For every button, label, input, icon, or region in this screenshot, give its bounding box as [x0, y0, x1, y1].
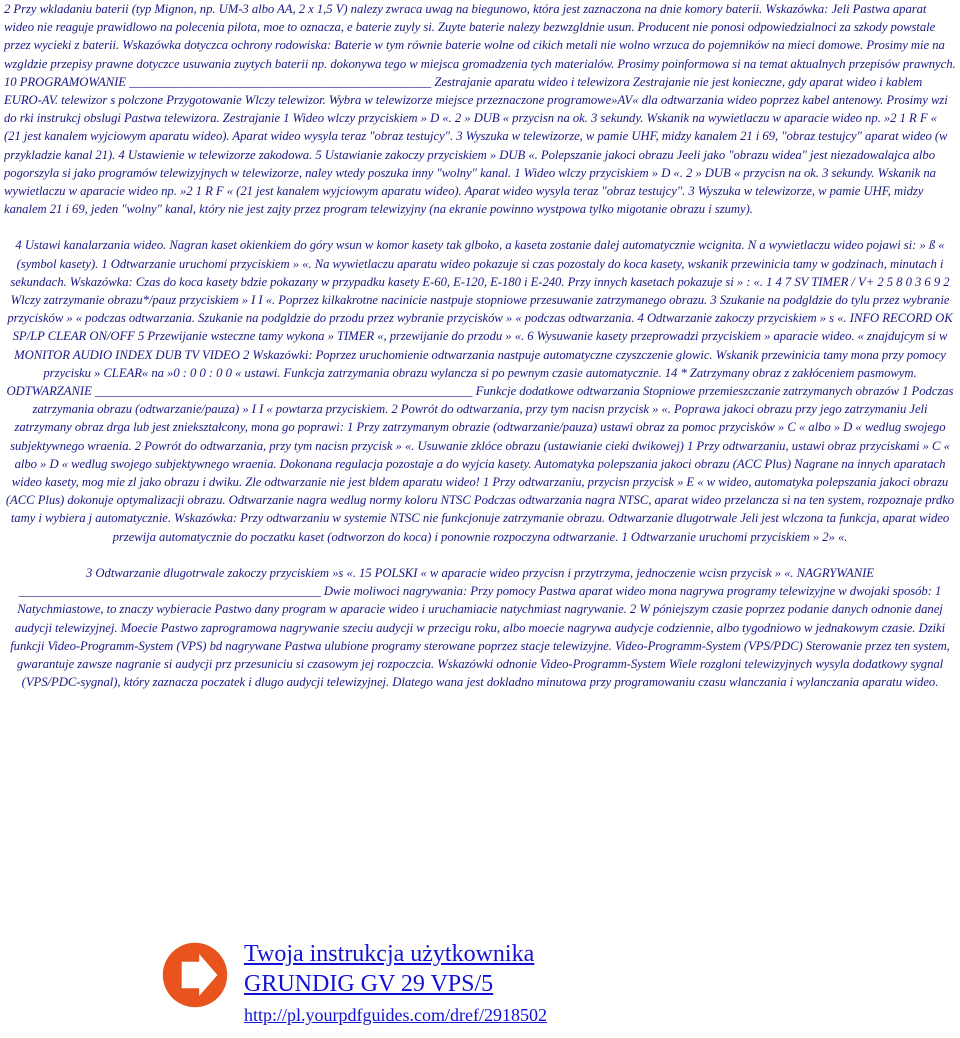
document-paragraph-3: 3 Odtwarzanie dlugotrwale zakoczy przyciskiem »s «. 15 POLSKI « w aparacie wideo przycisn i przytrzyma, jednoczenie wcisn przycisk » «. NAGRYWANIE ________________________________________________ Dwie moliwoci nagrywania: Przy pomocy Pastwa aparat wideo mona nagrywa programy telewizyjne w dwojaki sposób: 1 Natychmiastowe, to znaczy wybieracie Pastwo dany program w aparacie wideo i uruchamiacie natychmiast nagrywanie. 2 W póniejszym czasie poprzez podanie danych odnonie danej audycji telewizyjnej. Moecie Pastwo zaprogramowa nagrywanie szeciu audycji w przecigu roku, albo moecie nagrywa audycje codziennie, albo tygodniowo w jednakowym czasie. Dziki funkcji Video-Programm-System (VPS) bd nagrywane Pastwa ulubione programy sterowane poprzez stacje telewizyjne. Video-Programm-System (VPS/PDC) Sterowanie przez ten system, gwarantuje zawsze nagranie si audycji prz przesuniciu si czasowym jej rozpoczcia. Wskazówki odnonie Video-Programm-System Wiele rozgloni telewizyjnych wysyla dodatkowy sygnal (VPS/PDC-sygnal), który zaznacza poczatek i dlugo audycji telewizyjnej. Dlatego wana jest dokladno minutowa przy programowaniu czasu wlanczania i wylanczania aparatu wideo.: [10, 565, 950, 690]
paragraph-gap: [4, 218, 956, 236]
document-body: [4, 0, 956, 691]
manual-link-url[interactable]: http://pl.yourpdfguides.com/dref/2918502: [244, 1005, 547, 1025]
manual-link-model[interactable]: GRUNDIG GV 29 VPS/5: [244, 971, 494, 997]
document-paragraph-2: 4 Ustawi kanalarzania wideo. Nagran kaset okienkiem do góry wsun w komor kasety tak glboko, a kaseta zostanie dalej automatycznie wcignita. N a wywietlaczu wideo pojawi si: » ß « (symbol kasety). 1 Odtwarzanie uruchomi przyciskiem » «. Na wywietlaczu aparatu wideo pokazuje si czas pozostaly do koca kasety, wskanik przewinicia tamy w godzinach, minutach i sekundach. Wskazówka: Czas do koca kasety bdzie pokazany w przypadku kasety E-60, E-120, E-180 i E-240. Przy innych kasetach pokazuje si » : «. 1 4 7 SV TIMER / V+ 2 5 8 0 3 6 9 2 Wlczy zatrzymanie obrazu*/pauz przyciskiem » I I «. Poprzez kilkakrotne nacinicie nastpuje stopniowe przesuwanie zatrzymanego obrazu. 3 Szukanie na podgldzie do tylu przez wybranie przycisków » « podczas odtwarzania. Szukanie na podgldzie do przodu przez wybranie przycisków » « podczas odtwarzania. 4 Odtwarzanie zakoczy przyciskiem » s «. INFO RECORD OK SP/LP CLEAR ON/OFF 5 Przewijanie wsteczne tamy wykona » TIMER «, przewijanie do przodu » «. 6 Wysuwanie kasety przeprowadzi przyciskiem » aparacie wideo. « znajdujcym si w MONITOR AUDIO INDEX DUB TV VIDEO 2 Wskazówki: Poprzez uruchomienie odtwarzania nastpuje automatyczne czyszczenie glowic. Wskanik przewinicia tamy mona przy pomocy przycisku » CLEAR« na »0 : 0 0 : 0 0 « ustawi. Funkcja zatrzymania obrazu wylancza si po pewnym czasie automatycznie. 14 * Zatrzymany obraz z zakłóceniem pasmowym. ODTWARZANIE ____________________________________________________________ Funkcje dodatkowe odtwarzania Stopniowe przemieszczanie zatrzymanych obrazów 1 Podczas zatrzymania obrazu (odtwarzanie/pauza) » I I « powtarza przyciskiem. 2 Powrót do odtwarzania, przy tym nacisn przycisk » «. Poprawa jakoci obrazu przy jego zatrzymaniu Jeli zatrzymany obraz drga lub jest zniekształcony, mona go poprawi: 1 Przy zatrzymanym obrazie (odtwarzanie/pauza) ustawi obraz za pomoc przycisków » C « albo » D « wedlug swojego subjektywnego wraenia. 2 Powrót do odtwarzania, przy tym nacisn przycisk » «. Usuwanie zklóce obrazu (ustawianie cieki dwikowej) 1 Przy odtwarzaniu, ustawi obraz przyciskami » C « albo » D « wedlug swojego subjektywnego wraenia. Dokonana regulacja pozostaje a do wyjcia kasety. Automatyka polepszania jakoci obrazu (ACC Plus) Nagrane na innych aparatach wideo kasety, mog mie zl jako obrazu i dwiku. Zle odtwarzanie nie jest bldem aparatu wideo! 1 Przy odtwarzaniu, przycisn przycisk » E « w wideo, automatyka polepszania jakoci obrazu (ACC Plus) dokonuje optymalizacji obrazu. Odtwarzanie nagra wedlug normy koloru NTSC Podczas odtwarzania nagra NTSC, aparat wideo przelancza si na ten system, rozpoznaje prdko tamy i wybiera j automatycznie. Wskazówka: Przy odtwarzaniu w systemie NTSC nie funkcjonuje zatrzymanie obrazu. Odtwarzanie dlugotrwale Jeli jest wlczona ta funkcja, aparat wideo przewija automatycznie do poczatku kaset (odtworzon do koca) i ponownie rozpoczyna odtwarzanie. 1 Odtwarzanie uruchomi przyciskiem » 2» «.: [5, 238, 955, 544]
manual-link-title[interactable]: Twoja instrukcja użytkownika: [244, 941, 535, 967]
paragraph-gap: [4, 546, 956, 564]
download-arrow-icon: [160, 940, 230, 1010]
document-paragraph-1: 2 Przy wkladaniu baterii (typ Mignon, np. UM-3 albo AA, 2 x 1,5 V) nalezy zwraca uwag na biegunowo, która jest zaznaczona na dnie komory baterii. Wskazówka: Jeli Pastwa aparat wideo nie reaguje prawidlowo na polecenia pilota, moe to oznacza, e baterie zuyly si. Zuyte baterie nalezy bezwzgldnie usun. Producent nie ponosi odpowiedzialnoci za szkody powstale przez wycieki z baterii. Wskazówka dotyczca ochrony rodowiska: Baterie w tym równie baterie wolne od cikich metali nie wolno wrzuca do pojemników na mieci domowe. Prosimy mie na wzgldzie przepisy prawne dotyczce usuwania zuytych baterii np. dokonywa tego w miejsca gromadzenia tych materialów. Prosimy poinformowa si na temat aktualnych przepisów prawnych. 10 PROGRAMOWANIE ________________________________________________ Zestrajanie aparatu wideo i telewizora Zestrajanie nie jest konieczne, gdy aparat wideo i kablem EURO-AV. telewizor s polczone Przygotowanie Wlczy telewizor. Wybra w telewizorze miejsce przeznaczone programowe»AV« dla odtwarzania wideo poprzez kabel antenowy. Prosimy wzi do rki instrukcj obslugi Pastwa telewizora. Zestrajanie 1 Wideo wlczy przyciskiem » D «. 2 » DUB « przycisn na ok. 3 sekundy. Wskanik na wywietlaczu w aparacie wideo np. »2 1 R F « (21 jest kanalem wyjciowym aparatu wideo). Aparat wideo wysyla teraz "obraz testujcy". 3 Wyszuka w telewizorze, w pamie UHF, midzy kanalem 21 i 69, "obraz testujcy" aparat wideo (w przykladzie kanal 21). 4 Ustawienie w telewizorze zakodowa. 5 Ustawianie zakoczy przyciskiem » DUB «. Polepszanie jakoci obrazu Jeeli jako "obrazu widea" jest niezadowalajca albo pogorszyla si jako programów telewizyjnych w telewizorze, naley wtedy poszuka inny "wolny" kanal. 1 Wideo wlczy przyciskiem » D «. 2 » DUB « przycisn na ok. 3 sekundy. Wskanik na wywietlaczu w aparacie wideo np. »2 1 R F « (21 jest kanalem wyjciowym aparatu wideo). Aparat wideo wysyla teraz "obraz testujcy". 3 Wyszuka w telewizorze, w pamie UHF, midzy kanalem 21 i 69, jeden "wolny" kanal, który nie jest zajty przez program telewizyjny (na ekranie powinno wystpowa tylko migotanie obrazu i szumy).: [4, 2, 956, 217]
footer-links: [160, 940, 920, 1030]
